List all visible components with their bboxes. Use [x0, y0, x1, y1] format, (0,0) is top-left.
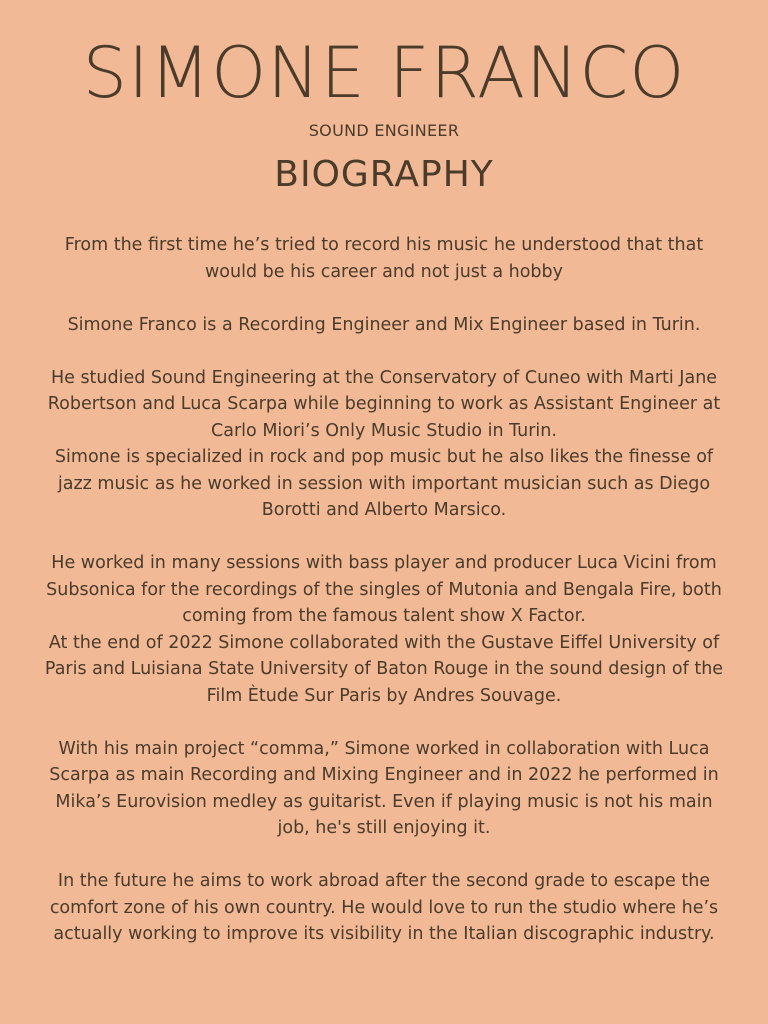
biography-paragraph-sessions: He worked in many sessions with bass player and producer Luca Vicini from Subsonica for the recordings of the singles of Mutonia and Bengala Fire, both coming from the famous talent show X Factor.: [46, 553, 722, 626]
person-role: SOUND ENGINEER: [308, 121, 460, 140]
biography-paragraph-project: With his main project “comma,” Simone worked in collaboration with Luca Scarpa as main Recording and Mixing Engineer and in 2022 he performed in Mika’s Eurovision medley as guitarist. Even if playing music is not his main job, he's still enjoying it.: [49, 738, 719, 838]
paragraph-spacer: [40, 338, 728, 365]
biography-paragraph-collaboration: At the end of 2022 Simone collaborated with the Gustave Eiffel University of Paris and Luisiana State University of Baton Rouge in the sound design of the Film Ètude Sur Paris by Andres Souvage.: [44, 632, 724, 706]
paragraph-spacer: [40, 842, 728, 869]
biography-paragraph-future: In the future he aims to work abroad after the second grade to escape the comfort zone of his own country. He would love to run the studio where he’s actually working to improve its visibility in the Italian discographic industry.: [49, 871, 719, 944]
biography-paragraph-specialization: Simone is specialized in rock and pop music but he also likes the finesse of jazz music as he worked in session with important musician such as Diego Borotti and Alberto Marsico.: [54, 447, 714, 520]
section-title: BIOGRAPHY: [274, 154, 494, 195]
biography-paragraph-studies: He studied Sound Engineering at the Conservatory of Cuneo with Marti Jane Robertson and Luca Scarpa while beginning to work as Assistant Engineer at Carlo Miori’s Only Music Studio in Turin.: [47, 367, 721, 441]
paragraph-spacer: [40, 709, 728, 736]
biography-paragraph-intro: From the first time he’s tried to record his music he understood that that would be his career and not just a hobby: [64, 235, 704, 282]
person-name: SIMONE FRANCO: [82, 32, 686, 114]
paragraph-spacer: [40, 285, 728, 312]
paragraph-spacer: [40, 524, 728, 551]
biography-paragraph-based: Simone Franco is a Recording Engineer and Mix Engineer based in Turin.: [67, 314, 701, 335]
biography-text: [40, 232, 728, 948]
